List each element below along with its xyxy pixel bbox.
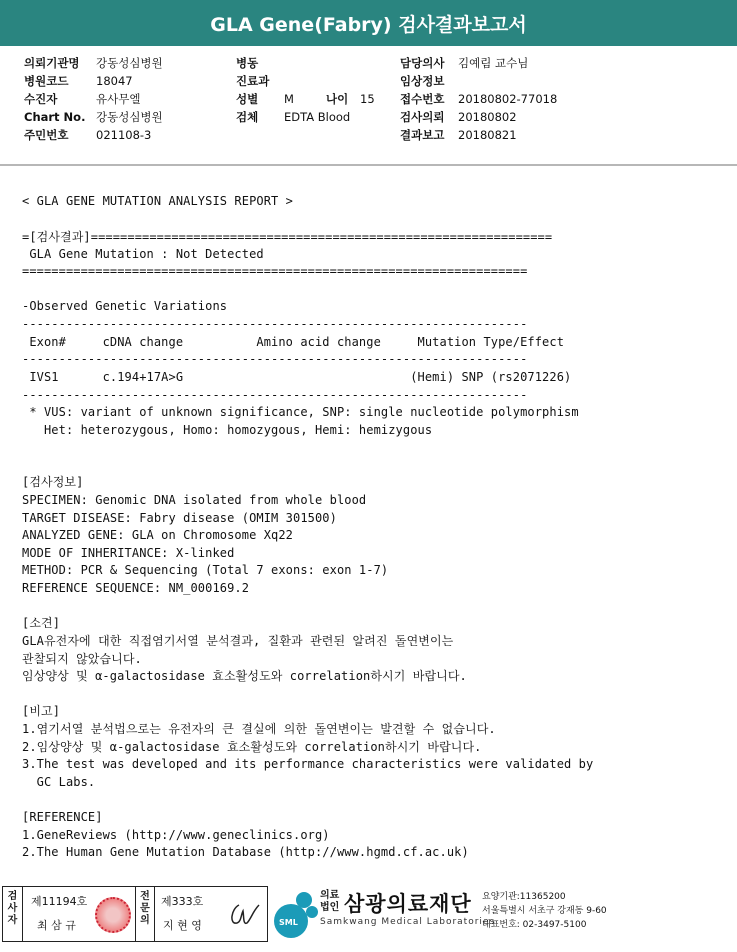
- label-accession-no: 접수번호: [400, 92, 445, 106]
- signature-box: [2, 886, 268, 942]
- org-name: 삼광의료재단: [344, 892, 472, 916]
- label-clinical-info: 임상정보: [400, 74, 445, 88]
- remark-title: [비고]: [22, 704, 61, 718]
- value-resident-no: 021108-3: [96, 128, 152, 142]
- label-chart-no: Chart No.: [24, 110, 86, 124]
- info-line: METHOD: PCR & Sequencing (Total 7 exons: exon 1-7): [22, 563, 389, 577]
- info-line: REFERENCE SEQUENCE: NM_000169.2: [22, 581, 250, 595]
- tester-label: 검사자: [3, 887, 23, 941]
- report-title: GLA Gene(Fabry) 검사결과보고서: [210, 13, 527, 36]
- value-chart-no: 강동성심병원: [96, 110, 163, 124]
- note-line: Het: heterozygous, Homo: homozygous, Hemi: hemizygous: [22, 423, 433, 437]
- value-patient: 유사무엘: [96, 92, 141, 106]
- table-rule-top: ---------------------------------------------------------------------: [22, 317, 528, 331]
- info-title: [검사정보]: [22, 475, 84, 489]
- label-request-date: 검사의뢰: [400, 110, 445, 124]
- remark-line: GC Labs.: [22, 775, 96, 789]
- result-rule-bottom: =====================================================================: [22, 264, 528, 278]
- specialist-label: 전문의: [135, 887, 155, 941]
- value-hospital-code: 18047: [96, 74, 133, 88]
- header-col-3: [400, 54, 557, 144]
- org-phone: 대표번호: 02-3497-5100: [482, 920, 587, 930]
- org-address: 서울특별시 서초구 강재동 9-60: [482, 906, 607, 916]
- reference-line: 1.GeneReviews (http://www.geneclinics.org): [22, 828, 330, 842]
- table-row: IVS1 c.194+17A>G (Hemi) SNP (rs2071226): [22, 370, 572, 384]
- org-contact: [482, 890, 607, 932]
- result-line: GLA Gene Mutation : Not Detected: [22, 247, 264, 261]
- value-request-date: 20180802: [458, 110, 517, 124]
- remark-line: 2.임상양상 및 α-galactosidase 효소활성도와 correlation하시기 바랍니다.: [22, 740, 482, 754]
- label-hospital: 의뢰기관명: [24, 56, 80, 70]
- sml-logo-icon: [272, 888, 318, 942]
- signature-icon: [225, 897, 263, 933]
- info-line: MODE OF INHERITANCE: X-linked: [22, 546, 235, 560]
- label-doctor: 담당의사: [400, 56, 445, 70]
- opinion-line: 임상양상 및 α-galactosidase 효소활성도와 correlation하시기 바랍니다.: [22, 669, 467, 683]
- observed-title: -Observed Genetic Variations: [22, 299, 228, 313]
- info-line: ANALYZED GENE: GLA on Chromosome Xq22: [22, 528, 294, 542]
- label-sex: 성별: [236, 92, 259, 106]
- label-patient: 수진자: [24, 92, 58, 106]
- specialist-license-no: 제333호: [161, 895, 204, 908]
- value-hospital: 강동성심병원: [96, 56, 163, 70]
- table-rule-mid: ---------------------------------------------------------------------: [22, 352, 528, 366]
- value-accession-no: 20180802-77018: [458, 92, 558, 106]
- opinion-line: GLA유전자에 대한 직접염기서열 분석결과, 질환과 관련된 알려진 돌연변이는: [22, 634, 454, 648]
- org-type: 의료법인: [320, 890, 340, 913]
- label-resident-no: 주민번호: [24, 128, 69, 142]
- org-name-en: Samkwang Medical Laboratories: [320, 917, 496, 927]
- value-age: 15: [360, 92, 375, 106]
- value-specimen: EDTA Blood: [284, 110, 351, 124]
- reference-line: 2.The Human Gene Mutation Database (http://www.hgmd.cf.ac.uk): [22, 845, 469, 859]
- info-line: TARGET DISEASE: Fabry disease (OMIM 301500): [22, 511, 337, 525]
- label-specimen: 검체: [236, 110, 259, 124]
- info-line: SPECIMEN: Genomic DNA isolated from whole blood: [22, 493, 367, 507]
- logo-text: SML: [279, 918, 298, 927]
- remark-line: 1.염기서열 분석법으로는 유전자의 큰 결실에 의한 돌연변이는 발견할 수 없습니다.: [22, 722, 496, 736]
- label-report-date: 결과보고: [400, 128, 445, 142]
- table-rule-bottom: ---------------------------------------------------------------------: [22, 388, 528, 402]
- header-col-2: [236, 54, 375, 126]
- report-title-bar: [0, 0, 737, 46]
- label-ward: 병동: [236, 56, 259, 70]
- label-hospital-code: 병원코드: [24, 74, 69, 88]
- header-col-1: [24, 54, 163, 144]
- footer: [0, 884, 737, 952]
- seal-stamp-icon: [95, 897, 131, 933]
- table-header: Exon# cDNA change Amino acid change Mutation Type/Effect: [22, 335, 565, 349]
- result-rule-top: =[검사결과]===============================================================: [22, 230, 553, 244]
- label-department: 진료과: [236, 74, 270, 88]
- note-line: * VUS: variant of unknown significance, SNP: single nucleotide polymorphism: [22, 405, 579, 419]
- remark-line: 3.The test was developed and its performance characteristics were validated by: [22, 757, 594, 771]
- value-report-date: 20180821: [458, 128, 517, 142]
- specialist-name: 지 현 영: [163, 919, 202, 932]
- report-heading: < GLA GENE MUTATION ANALYSIS REPORT >: [22, 194, 294, 208]
- care-facility-no: 요양기관:11365200: [482, 892, 566, 902]
- label-age: 나이: [326, 92, 349, 106]
- tester-name: 최 삼 규: [37, 919, 76, 932]
- opinion-line: 관찰되지 않았습니다.: [22, 652, 142, 666]
- value-sex: M: [284, 92, 294, 106]
- reference-title: [REFERENCE]: [22, 810, 103, 824]
- header-divider: [0, 164, 737, 166]
- value-doctor: 김예림 교수님: [458, 56, 529, 70]
- opinion-title: [소견]: [22, 616, 61, 630]
- tester-license-no: 제11194호: [31, 895, 88, 908]
